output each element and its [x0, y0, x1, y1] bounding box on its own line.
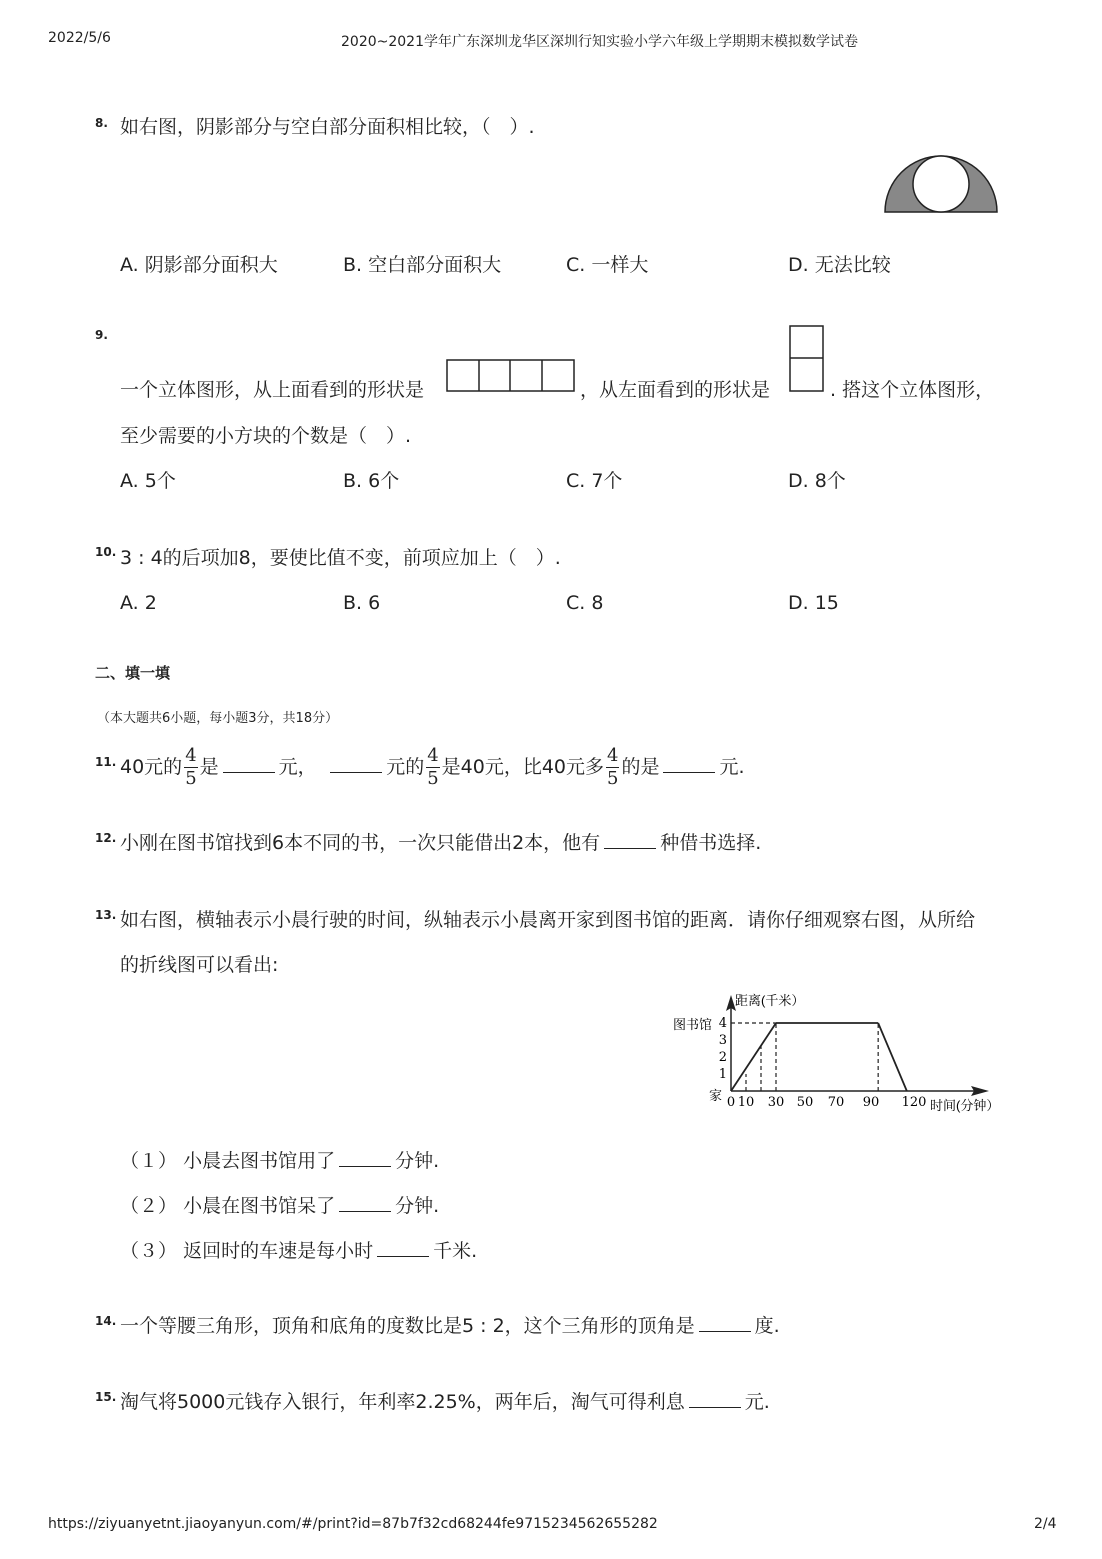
- text-part: 小晨去图书馆用了: [183, 1150, 336, 1172]
- y-tick-label: 3: [718, 1033, 727, 1048]
- sub-label: （１）: [120, 1150, 178, 1172]
- sub-question: [120, 1197, 439, 1216]
- sub-question: [120, 1242, 477, 1261]
- sub-question: [120, 1152, 439, 1171]
- top-view-figure: [446, 359, 576, 393]
- fraction-numerator: 4: [607, 745, 619, 766]
- text-part: 返回时的车速是每小时: [183, 1240, 374, 1262]
- text-part: 分钟.: [395, 1150, 440, 1172]
- x-tick-label: 120: [901, 1095, 927, 1110]
- fraction: [184, 747, 197, 788]
- chart-axes: [726, 995, 989, 1096]
- x-tick-label: 10: [737, 1095, 755, 1110]
- question-text: [120, 1317, 780, 1336]
- text-part: 是: [199, 756, 219, 778]
- question-text: 如右图，阴影部分与空白部分面积相比较，（ ）.: [120, 116, 535, 138]
- question-number: 14.: [95, 1314, 117, 1328]
- x-tick-label: 70: [827, 1095, 845, 1110]
- y-tick-label: 1: [718, 1067, 727, 1082]
- question-text: [120, 746, 745, 788]
- section-title: 二、填一填: [95, 664, 171, 682]
- question-number: 10.: [95, 545, 117, 559]
- option-b: B. 空白部分面积大: [343, 254, 502, 276]
- text-part: 元.: [744, 1391, 770, 1413]
- option-b: B. 6: [343, 592, 381, 614]
- text-part: 40元的: [120, 756, 183, 778]
- text-part: 小晨在图书馆呆了: [183, 1195, 336, 1217]
- question-number: 15.: [95, 1390, 117, 1404]
- answer-blank[interactable]: [699, 1330, 751, 1332]
- answer-blank[interactable]: [339, 1165, 391, 1167]
- option-d: D. 15: [788, 592, 839, 614]
- y-tick-label: 2: [718, 1050, 727, 1065]
- answer-blank[interactable]: [689, 1406, 741, 1408]
- fraction: [426, 747, 439, 788]
- question-text: . 搭这个立体图形，: [830, 379, 995, 401]
- text-part: 的是: [621, 756, 660, 778]
- fraction-numerator: 4: [185, 745, 197, 766]
- answer-blank[interactable]: [663, 771, 715, 773]
- section-note: （本大题共6小题，每小题3分，共18分）: [97, 711, 339, 726]
- question-text: 如右图，横轴表示小晨行驶的时间，纵轴表示小晨离开家到图书馆的距离．请你仔细观察右图，从所给: [120, 909, 976, 931]
- question-number: 11.: [95, 755, 117, 769]
- x-tick-label: 0: [726, 1095, 736, 1110]
- text-part: 元，: [278, 756, 308, 778]
- x-axis-label: 时间(分钟）: [930, 1098, 1000, 1113]
- question-text: [120, 1393, 770, 1412]
- text-part: 分钟.: [395, 1195, 440, 1217]
- fraction-denominator: 5: [607, 768, 619, 789]
- question-number: 8.: [95, 116, 108, 130]
- page-url: https://ziyuanyetnt.jiaoyanyun.com/#/print?id=87b7f32cd68244fe9715234562655282: [48, 1516, 658, 1532]
- sub-label: （３）: [120, 1240, 178, 1262]
- sub-label: （２）: [120, 1195, 178, 1217]
- x-tick-label: 50: [796, 1095, 814, 1110]
- fraction-denominator: 5: [427, 768, 439, 789]
- series-segment: [731, 1023, 776, 1091]
- question-text: 3 : 4的后项加8，要使比值不变，前项应加上（ ）.: [120, 547, 561, 569]
- text-part: 是40元，比40元多: [441, 756, 605, 778]
- question-text: 一个立体图形，从上面看到的形状是: [120, 379, 425, 401]
- question-number: 12.: [95, 831, 117, 845]
- series-segment: [878, 1023, 907, 1091]
- option-a: A. 2: [120, 592, 157, 614]
- option-c: C. 7个: [566, 470, 623, 492]
- x-tick-label: 90: [862, 1095, 880, 1110]
- home-label: 家: [709, 1088, 723, 1103]
- question-text: 的折线图可以看出:: [120, 954, 279, 976]
- page-number: 2/4: [1034, 1516, 1057, 1532]
- option-c: C. 一样大: [566, 254, 649, 276]
- text-part: 千米.: [433, 1240, 478, 1262]
- fraction-numerator: 4: [427, 745, 439, 766]
- text-part: 种借书选择.: [660, 832, 762, 854]
- text-part: 元的: [386, 756, 425, 778]
- question-number: 13.: [95, 908, 117, 922]
- question-text: ，从左面看到的形状是: [580, 379, 771, 401]
- x-tick-label: 30: [767, 1095, 785, 1110]
- answer-blank[interactable]: [223, 771, 275, 773]
- fraction: [606, 747, 619, 788]
- fraction-denominator: 5: [185, 768, 197, 789]
- option-a: A. 5个: [120, 470, 176, 492]
- distance-time-chart: [665, 985, 1005, 1115]
- y-tick-label: 4: [718, 1016, 727, 1031]
- text-part: 一个等腰三角形，顶角和底角的度数比是5 : 2，这个三角形的顶角是: [120, 1315, 695, 1337]
- option-a: A. 阴影部分面积大: [120, 254, 278, 276]
- text-part: 元.: [719, 756, 745, 778]
- answer-blank[interactable]: [330, 771, 382, 773]
- option-d: D. 无法比较: [788, 254, 891, 276]
- question-text: [120, 834, 761, 853]
- text-part: 度.: [754, 1315, 780, 1337]
- y-axis-label: 距离(千米）: [735, 993, 805, 1008]
- answer-blank[interactable]: [604, 847, 656, 849]
- text-part: 淘气将5000元钱存入银行，年利率2.25%，两年后，淘气可得利息: [120, 1391, 685, 1413]
- left-view-figure: [789, 325, 825, 393]
- option-b: B. 6个: [343, 470, 400, 492]
- answer-blank[interactable]: [339, 1210, 391, 1212]
- text-part: 小刚在图书馆找到6本不同的书，一次只能借出2本，他有: [120, 832, 601, 854]
- answer-blank[interactable]: [377, 1255, 429, 1257]
- semicircle-figure: [880, 152, 1002, 218]
- document-title: 2020~2021学年广东深圳龙华区深圳行知实验小学六年级上学期期末模拟数学试卷: [341, 34, 858, 50]
- library-label: 图书馆: [673, 1017, 713, 1032]
- question-text: 至少需要的小方块的个数是（ ）.: [120, 425, 412, 447]
- print-date: 2022/5/6: [48, 30, 111, 46]
- question-number: 9.: [95, 328, 108, 342]
- option-d: D. 8个: [788, 470, 846, 492]
- option-c: C. 8: [566, 592, 604, 614]
